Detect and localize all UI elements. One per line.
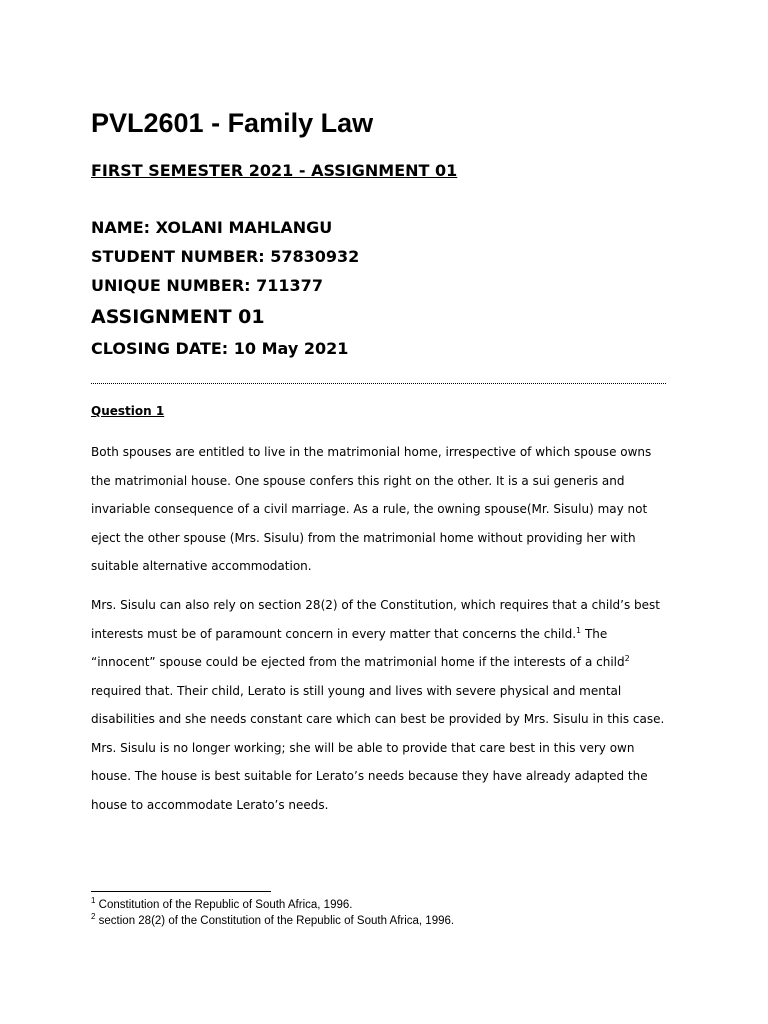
student-name: NAME: XOLANI MAHLANGU [91,218,333,237]
paragraph-text: The [581,626,608,641]
paragraph-line: Mrs. Sisulu is no longer working; she will be able to provide that care best in this very own [91,740,635,755]
paragraph-line [91,620,671,649]
footnote-text: section 28(2) of the Constitution of the Republic of South Africa, 1996. [95,915,455,927]
student-number: STUDENT NUMBER: 57830932 [91,247,360,266]
paragraph-line: suitable alternative accommodation. [91,559,312,573]
paragraph-text: interests must be of paramount concern in every matter that concerns the child. [91,626,577,641]
paragraph-text: “innocent” spouse could be ejected from the matrimonial home if the interests of a child [91,655,625,669]
paragraph-line: house. The house is best suitable for Lerato’s needs because they have already adapted the [91,769,648,783]
paragraph-line: eject the other spouse (Mrs. Sisulu) from the matrimonial home without providing her with [91,530,636,545]
footnote-ref-2[interactable]: 2 [624,654,630,663]
dotted-divider [91,383,666,384]
footnote-separator [91,891,271,892]
paragraph-line [91,648,671,677]
paragraph-line: invariable consequence of a civil marriage. As a rule, the owning spouse(Mr. Sisulu) may not [91,502,648,516]
document-subtitle: FIRST SEMESTER 2021 - ASSIGNMENT 01 [91,161,458,180]
document-title: PVL2601 - Family Law [91,108,374,138]
closing-date: CLOSING DATE: 10 May 2021 [91,339,349,358]
footnote-2 [91,912,455,927]
footnote-1 [91,896,353,911]
assignment-label: ASSIGNMENT 01 [91,306,265,328]
paragraph-line: required that. Their child, Lerato is still young and lives with severe physical and mental [91,683,622,698]
question-heading: Question 1 [91,404,165,418]
footnote-ref-1[interactable]: 1 [576,625,582,635]
paragraph-line: Both spouses are entitled to live in the matrimonial home, irrespective of which spouse owns [91,445,652,459]
paragraph-line: the matrimonial house. One spouse confers this right on the other. It is a sui generis and [91,473,625,488]
paragraph-line: house to accommodate Lerato’s needs. [91,797,329,812]
paragraph-1 [91,438,671,581]
paragraph-line: disabilities and she needs constant care which can best be provided by Mrs. Sisulu in this case. [91,712,665,726]
footnote-mark: 2 [91,912,96,922]
paragraph-line: Mrs. Sisulu can also rely on section 28(2) of the Constitution, which requires that a child’s best [91,598,660,612]
footnote-text: Constitution of the Republic of South Africa, 1996. [95,899,353,911]
paragraph-2 [91,591,671,819]
footnote-mark: 1 [91,896,96,906]
unique-number: UNIQUE NUMBER: 711377 [91,276,323,295]
